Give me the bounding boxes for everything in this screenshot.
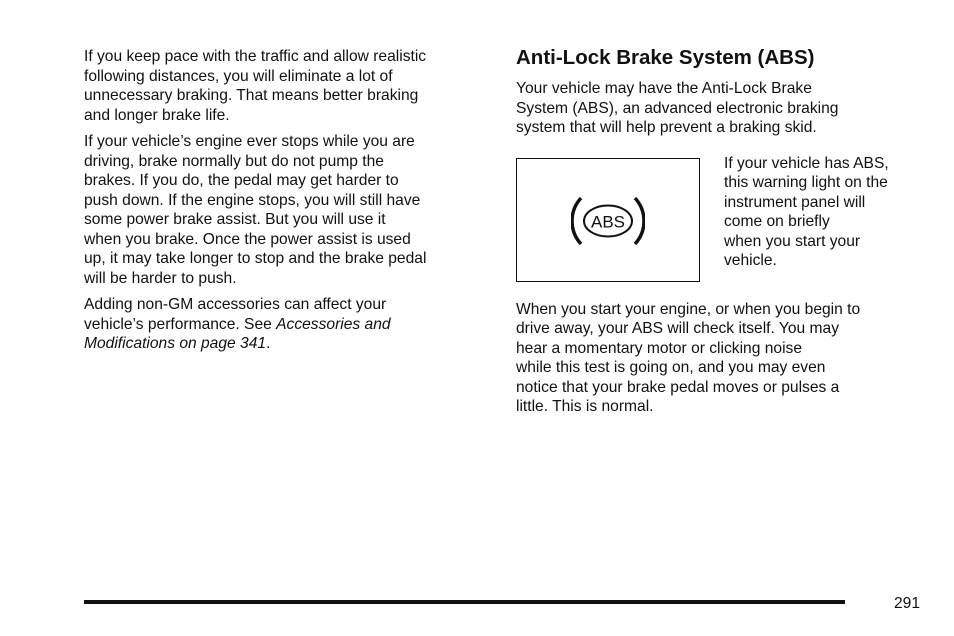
cross-reference-link: Accessories and <box>276 315 391 333</box>
paragraph-traffic-pace: If you keep pace with the traffic and allow realistic following distances, you will eliminate a lot of unnecessary braking. That means better braking and longer brake life. <box>84 48 427 124</box>
section-heading: Anti-Lock Brake System (ABS) <box>516 46 815 69</box>
abs-warning-light-icon <box>571 194 645 248</box>
cross-reference-page: Modifications on page 341 <box>84 335 267 352</box>
footer-rule <box>84 600 845 604</box>
page-number: 291 <box>893 595 920 612</box>
paragraph-abs-self-check: When you start your engine, or when you begin to drive away, your ABS will check itself. You may hear a momentary motor or clicking noise while this test is going on, and you may even notice that your brake pedal moves or pulses a little. This is normal. <box>516 300 861 415</box>
left-column <box>84 47 484 361</box>
paragraph-engine-stops: If your vehicle’s engine ever stops while you are driving, brake normally but do not pump the brakes. If you do, the pedal may get harder to push down. If the engine stops, you will still have some power brake assist. But you will use it when you brake. Once the power assist is used up, it may take longer to stop and the brake pedal will be harder to push. <box>84 133 427 287</box>
warning-light-description: If your vehicle has ABS, this warning light on the instrument panel will come on briefly when you start your vehicle. <box>724 154 889 269</box>
abs-warning-light-box <box>516 158 700 282</box>
paragraph-accessories: Adding non-GM accessories can affect your vehicle’s performance. See Accessories and Modifications on page 341. <box>84 296 391 352</box>
paragraph-abs-intro: Your vehicle may have the Anti-Lock Brake System (ABS), an advanced electronic braking system that will help prevent a braking skid. <box>516 80 839 136</box>
abs-symbol-text: ABS <box>590 212 626 231</box>
right-column <box>516 45 920 424</box>
warning-light-figure <box>516 154 920 284</box>
